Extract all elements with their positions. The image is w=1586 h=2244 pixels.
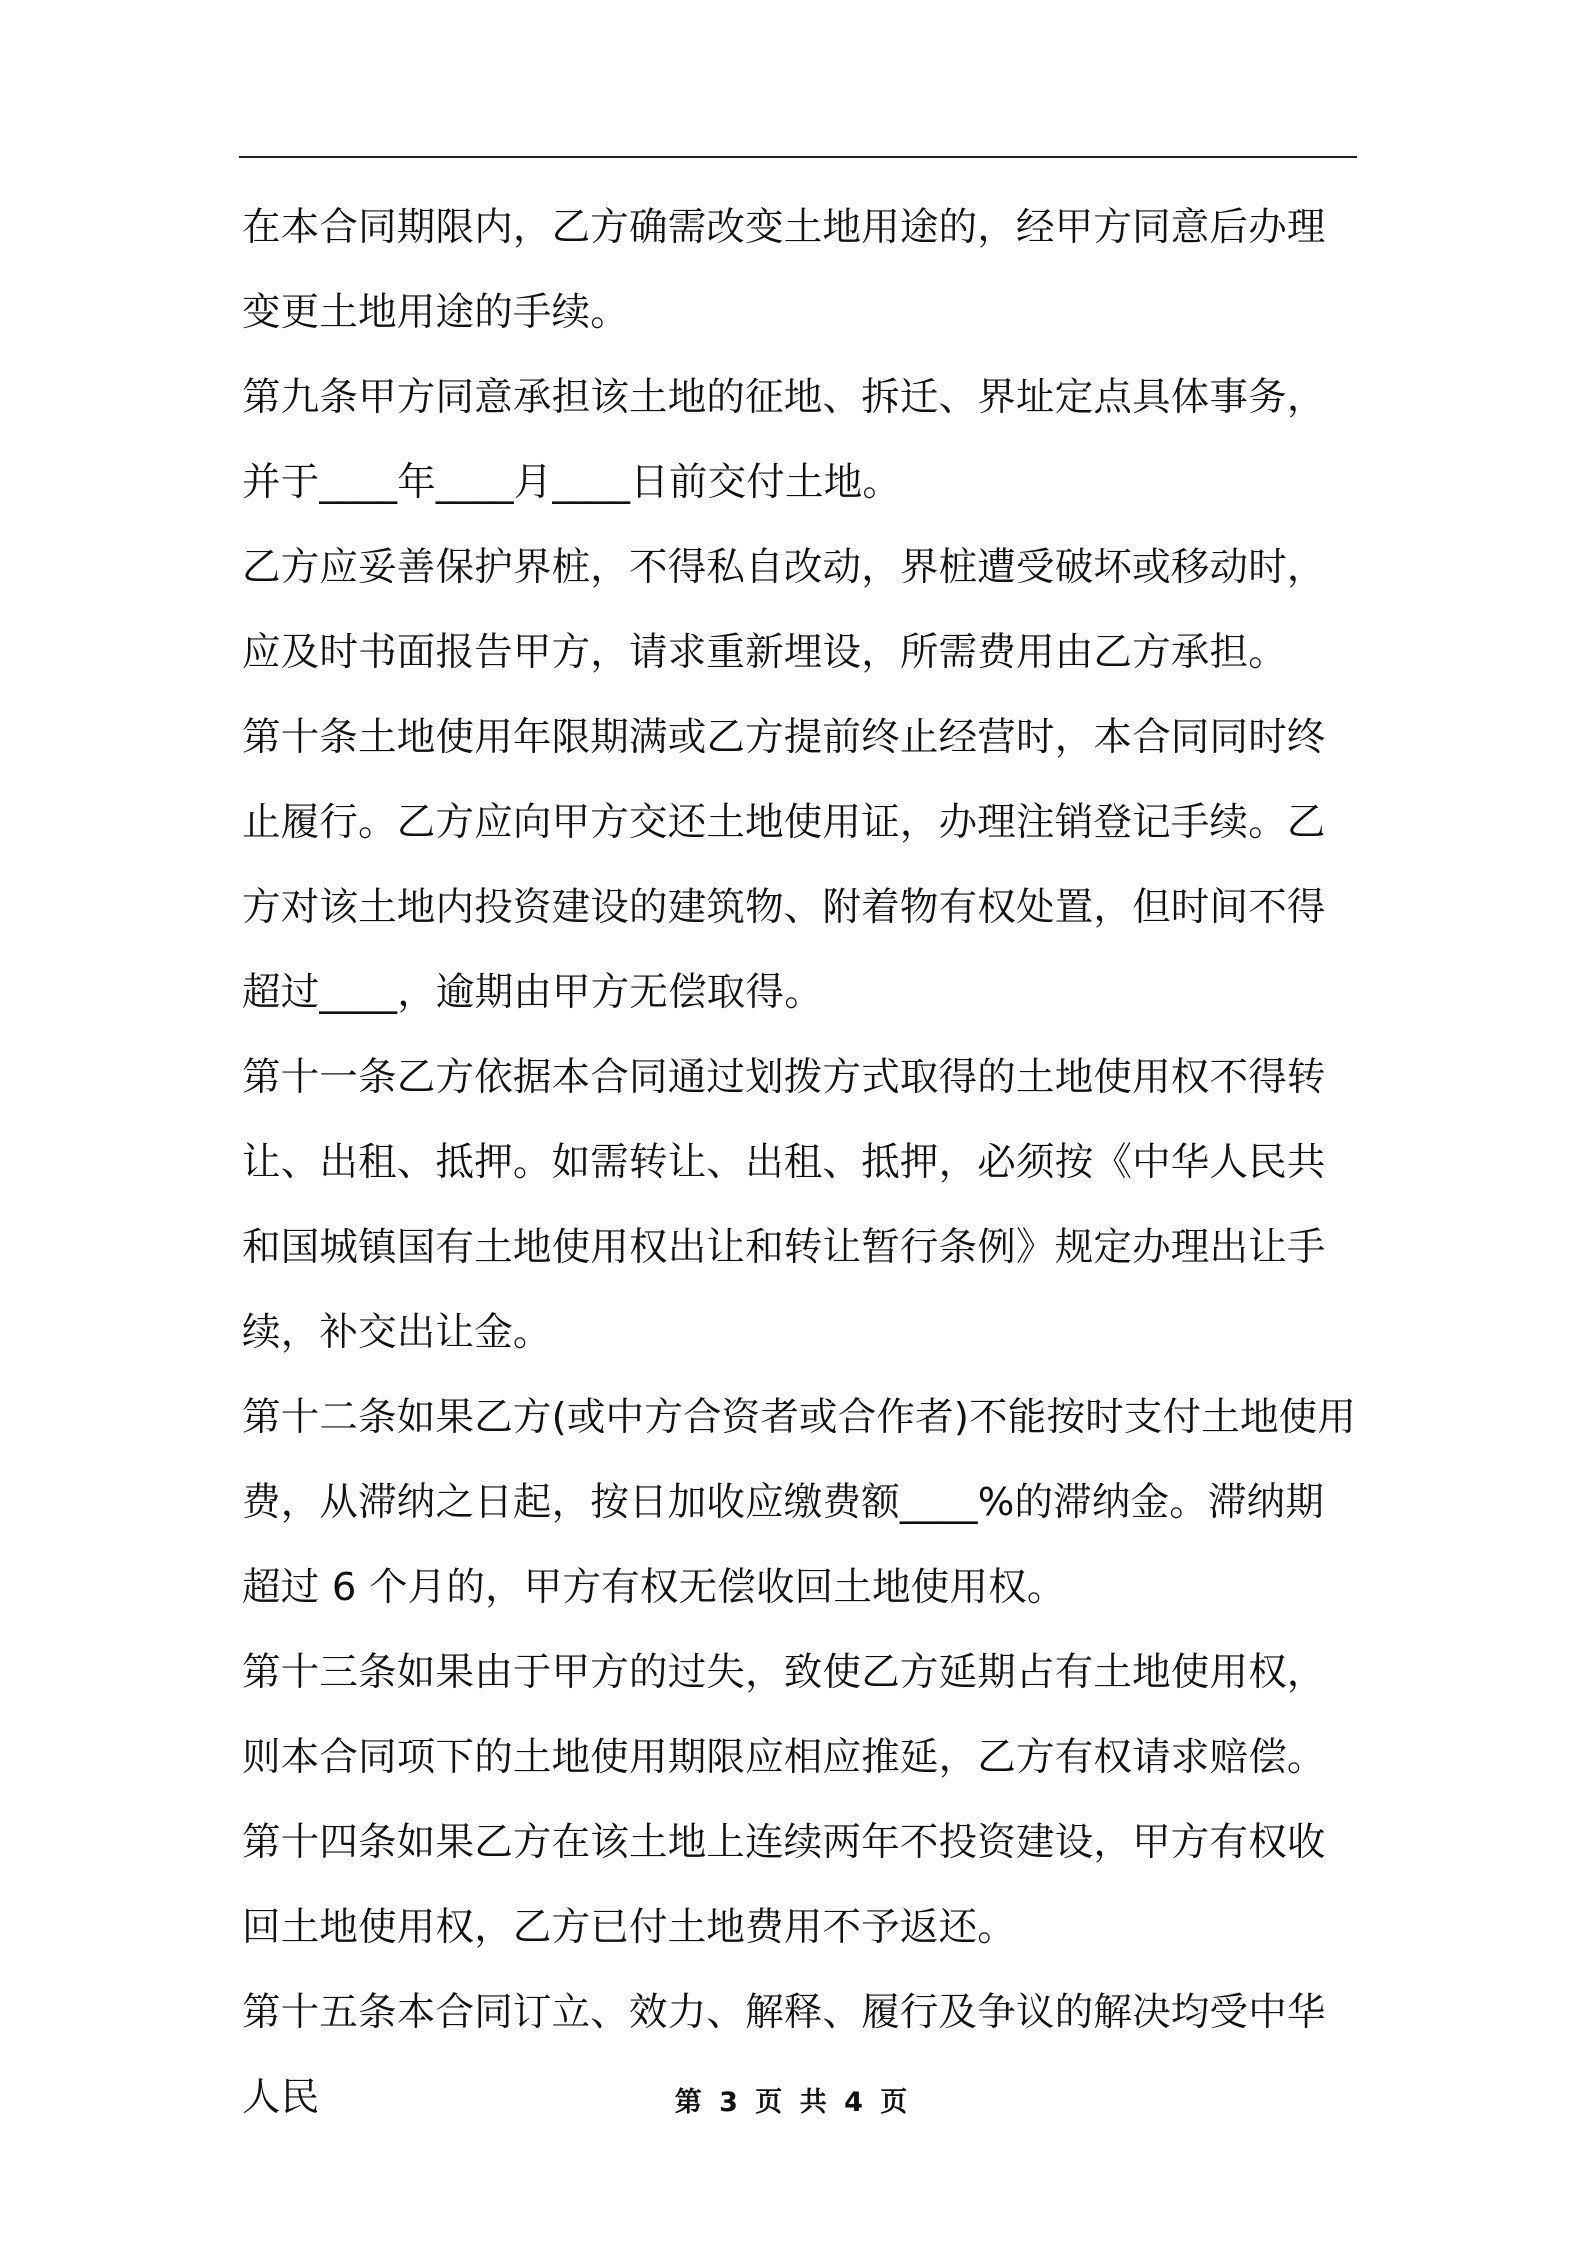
paragraph-article-11: 第十一条乙方依据本合同通过划拨方式取得的土地使用权不得转让、出租、抵押。如需转让、出租、抵押，必须按《中华人民共和国城镇国有土地使用权出让和转让暂行条例》规定办理出让手续，补交出让金。 <box>242 1055 1326 1355</box>
paragraph-article-14: 第十四条如果乙方在该土地上连续两年不投资建设，甲方有权收回土地使用权，乙方已付土地费用不予返还。 <box>242 1820 1326 1950</box>
header-rule <box>239 156 1357 158</box>
paragraph-boundary-markers: 乙方应妥善保护界桩，不得私自改动，界桩遭受破坏或移动时，应及时书面报告甲方，请求重新埋设，所需费用由乙方承担。 <box>242 545 1326 675</box>
paragraph-article-10: 第十条土地使用年限期满或乙方提前终止经营时，本合同同时终止履行。乙方应向甲方交还土地使用证，办理注销登记手续。乙方对该土地内投资建设的建筑物、附着物有权处置，但时间不得超过____，逾期由甲方无偿取得。 <box>242 715 1326 1015</box>
paragraph-article-13: 第十三条如果由于甲方的过失，致使乙方延期占有土地使用权，则本合同项下的土地使用期限应相应推延，乙方有权请求赔偿。 <box>242 1650 1326 1780</box>
paragraph-land-use-change: 在本合同期限内，乙方确需改变土地用途的，经甲方同意后办理变更土地用途的手续。 <box>242 205 1326 335</box>
paragraph-article-12: 第十二条如果乙方(或中方合资者或合作者)不能按时支付土地使用费，从滞纳之日起，按日加收应缴费额____%的滞纳金。滞纳期超过 6 个月的，甲方有权无偿收回土地使用权。 <box>242 1395 1357 1610</box>
paragraph-article-15: 第十五条本合同订立、效力、解释、履行及争议的解决均受中华人民 <box>242 1990 1326 2120</box>
document-body <box>242 185 1360 2140</box>
paragraph-article-9: 第九条甲方同意承担该土地的征地、拆迁、界址定点具体事务，并于____年____月____日前交付土地。 <box>242 375 1326 505</box>
page-number: 第 3 页 共 4 页 <box>674 2087 912 2118</box>
